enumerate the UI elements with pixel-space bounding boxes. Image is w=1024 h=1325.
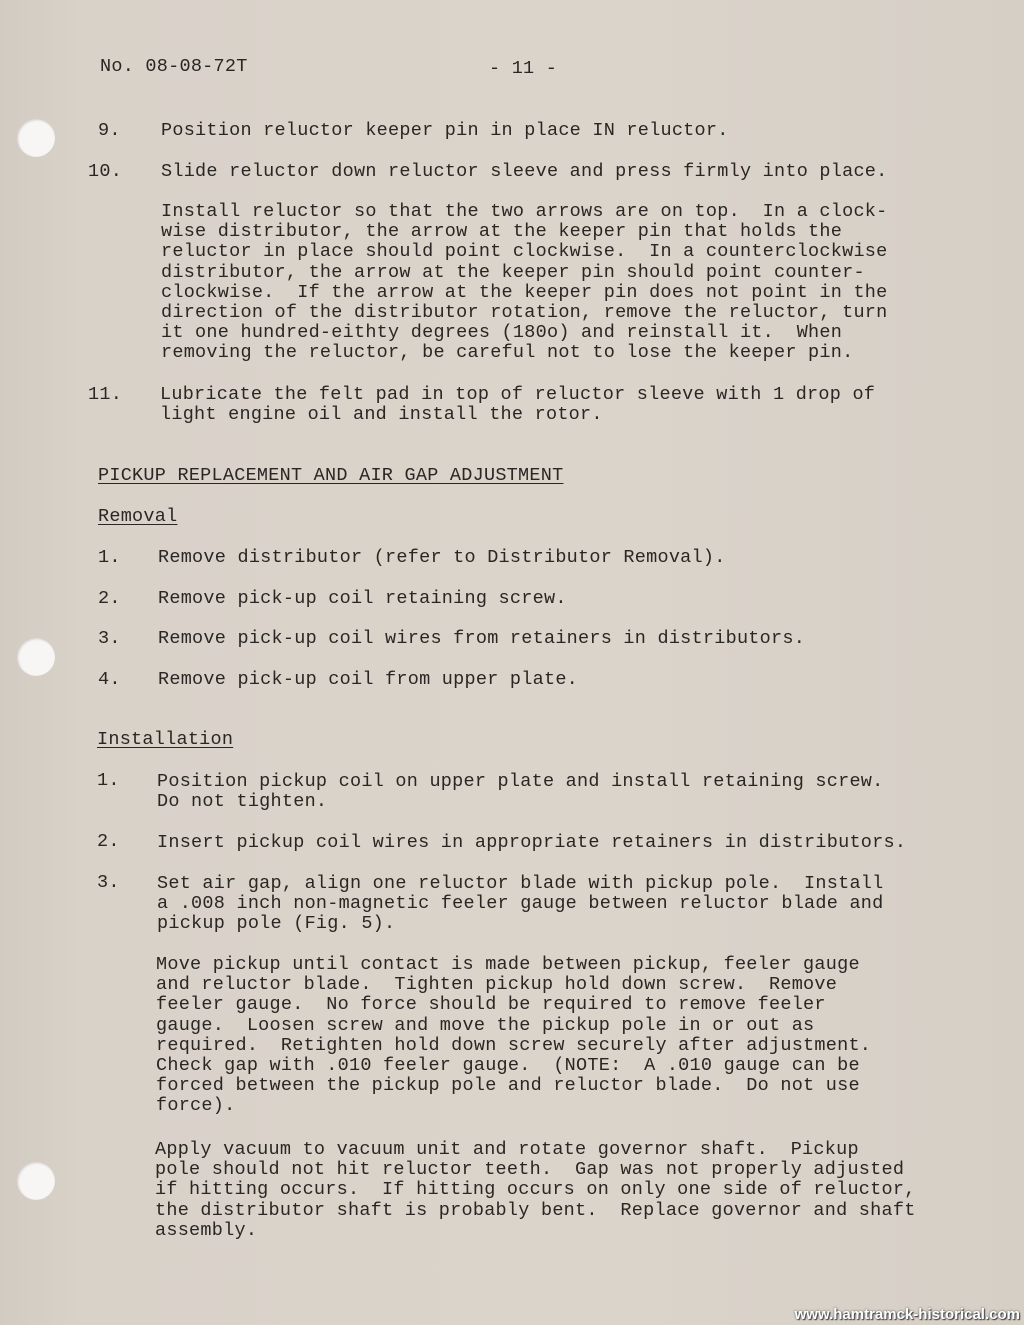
step-text: Position pickup coil on upper plate and install retaining screw. Do not tighten. [157, 771, 884, 813]
step-text: Remove distributor (refer to Distributor Removal). [158, 547, 726, 568]
section-title: PICKUP REPLACEMENT AND AIR GAP ADJUSTMENT [98, 465, 564, 486]
document-number: No. 08-08-72T [100, 56, 248, 77]
step-number: 3. [97, 872, 120, 893]
step-text: Remove pick-up coil retaining screw. [158, 588, 567, 609]
watermark-text: www.hamtramck-historical.com [794, 1306, 1020, 1323]
step-text: Slide reluctor down reluctor sleeve and press firmly into place. [161, 161, 888, 182]
step-number: 11. [88, 384, 123, 405]
step-text: Lubricate the felt pad in top of reluctor sleeve with 1 drop of light engine oil and install the rotor. [160, 384, 876, 426]
step-text: Insert pickup coil wires in appropriate retainers in distributors. [157, 832, 907, 853]
step-text: Remove pick-up coil wires from retainers in distributors. [158, 628, 806, 649]
step-number: 4. [98, 669, 121, 690]
step-text: Remove pick-up coil from upper plate. [158, 669, 579, 690]
step-number: 9. [98, 120, 121, 141]
installation-heading: Installation [97, 729, 234, 750]
step-number: 2. [98, 588, 121, 609]
step-number: 1. [97, 770, 120, 791]
step-number: 10. [88, 161, 123, 182]
step-note-paragraph: Install reluctor so that the two arrows are on top. In a clock- wise distributor, the arrow at the keeper pin that holds the reluctor in place should point clockwise. In a counterclockwise distributor, the arrow at the keeper pin should point counter- clockwise. If the arrow at the keeper pin does not point in the direction of the distributor rotation, remove the reluctor, turn it one hundred-eithty degrees (180o) and reinstall it. When removing the reluctor, be careful not to lose the keeper pin. [161, 201, 888, 364]
removal-heading: Removal [98, 506, 178, 527]
step-number: 3. [98, 628, 121, 649]
binder-hole-bottom [17, 1162, 55, 1200]
step-paragraph: Move pickup until contact is made between pickup, feeler gauge and reluctor blade. Tighten pickup hold down screw. Remove feeler gauge. No force should be required to remove feeler gauge. Loosen screw and move the pickup pole in or out as required. Retighten hold down screw securely after adjustment. Check gap with .010 feeler gauge. (NOTE: A .010 gauge can be forced between the pickup pole and reluctor blade. Do not use force). [156, 954, 872, 1117]
step-text: Position reluctor keeper pin in place IN reluctor. [161, 120, 729, 141]
binder-hole-middle [17, 638, 55, 676]
page-number: - 11 - [489, 58, 558, 79]
step-text: Set air gap, align one reluctor blade with pickup pole. Install a .008 inch non-magnetic feeler gauge between reluctor blade and pickup pole (Fig. 5). [157, 873, 884, 935]
step-paragraph: Apply vacuum to vacuum unit and rotate governor shaft. Pickup pole should not hit reluctor teeth. Gap was not properly adjusted if hitting occurs. If hitting occurs on only one side of reluctor, the distributor shaft is probably bent. Replace governor and shaft assembly. [155, 1139, 916, 1241]
step-number: 2. [97, 831, 120, 852]
binder-hole-top [17, 119, 55, 157]
step-number: 1. [98, 547, 121, 568]
